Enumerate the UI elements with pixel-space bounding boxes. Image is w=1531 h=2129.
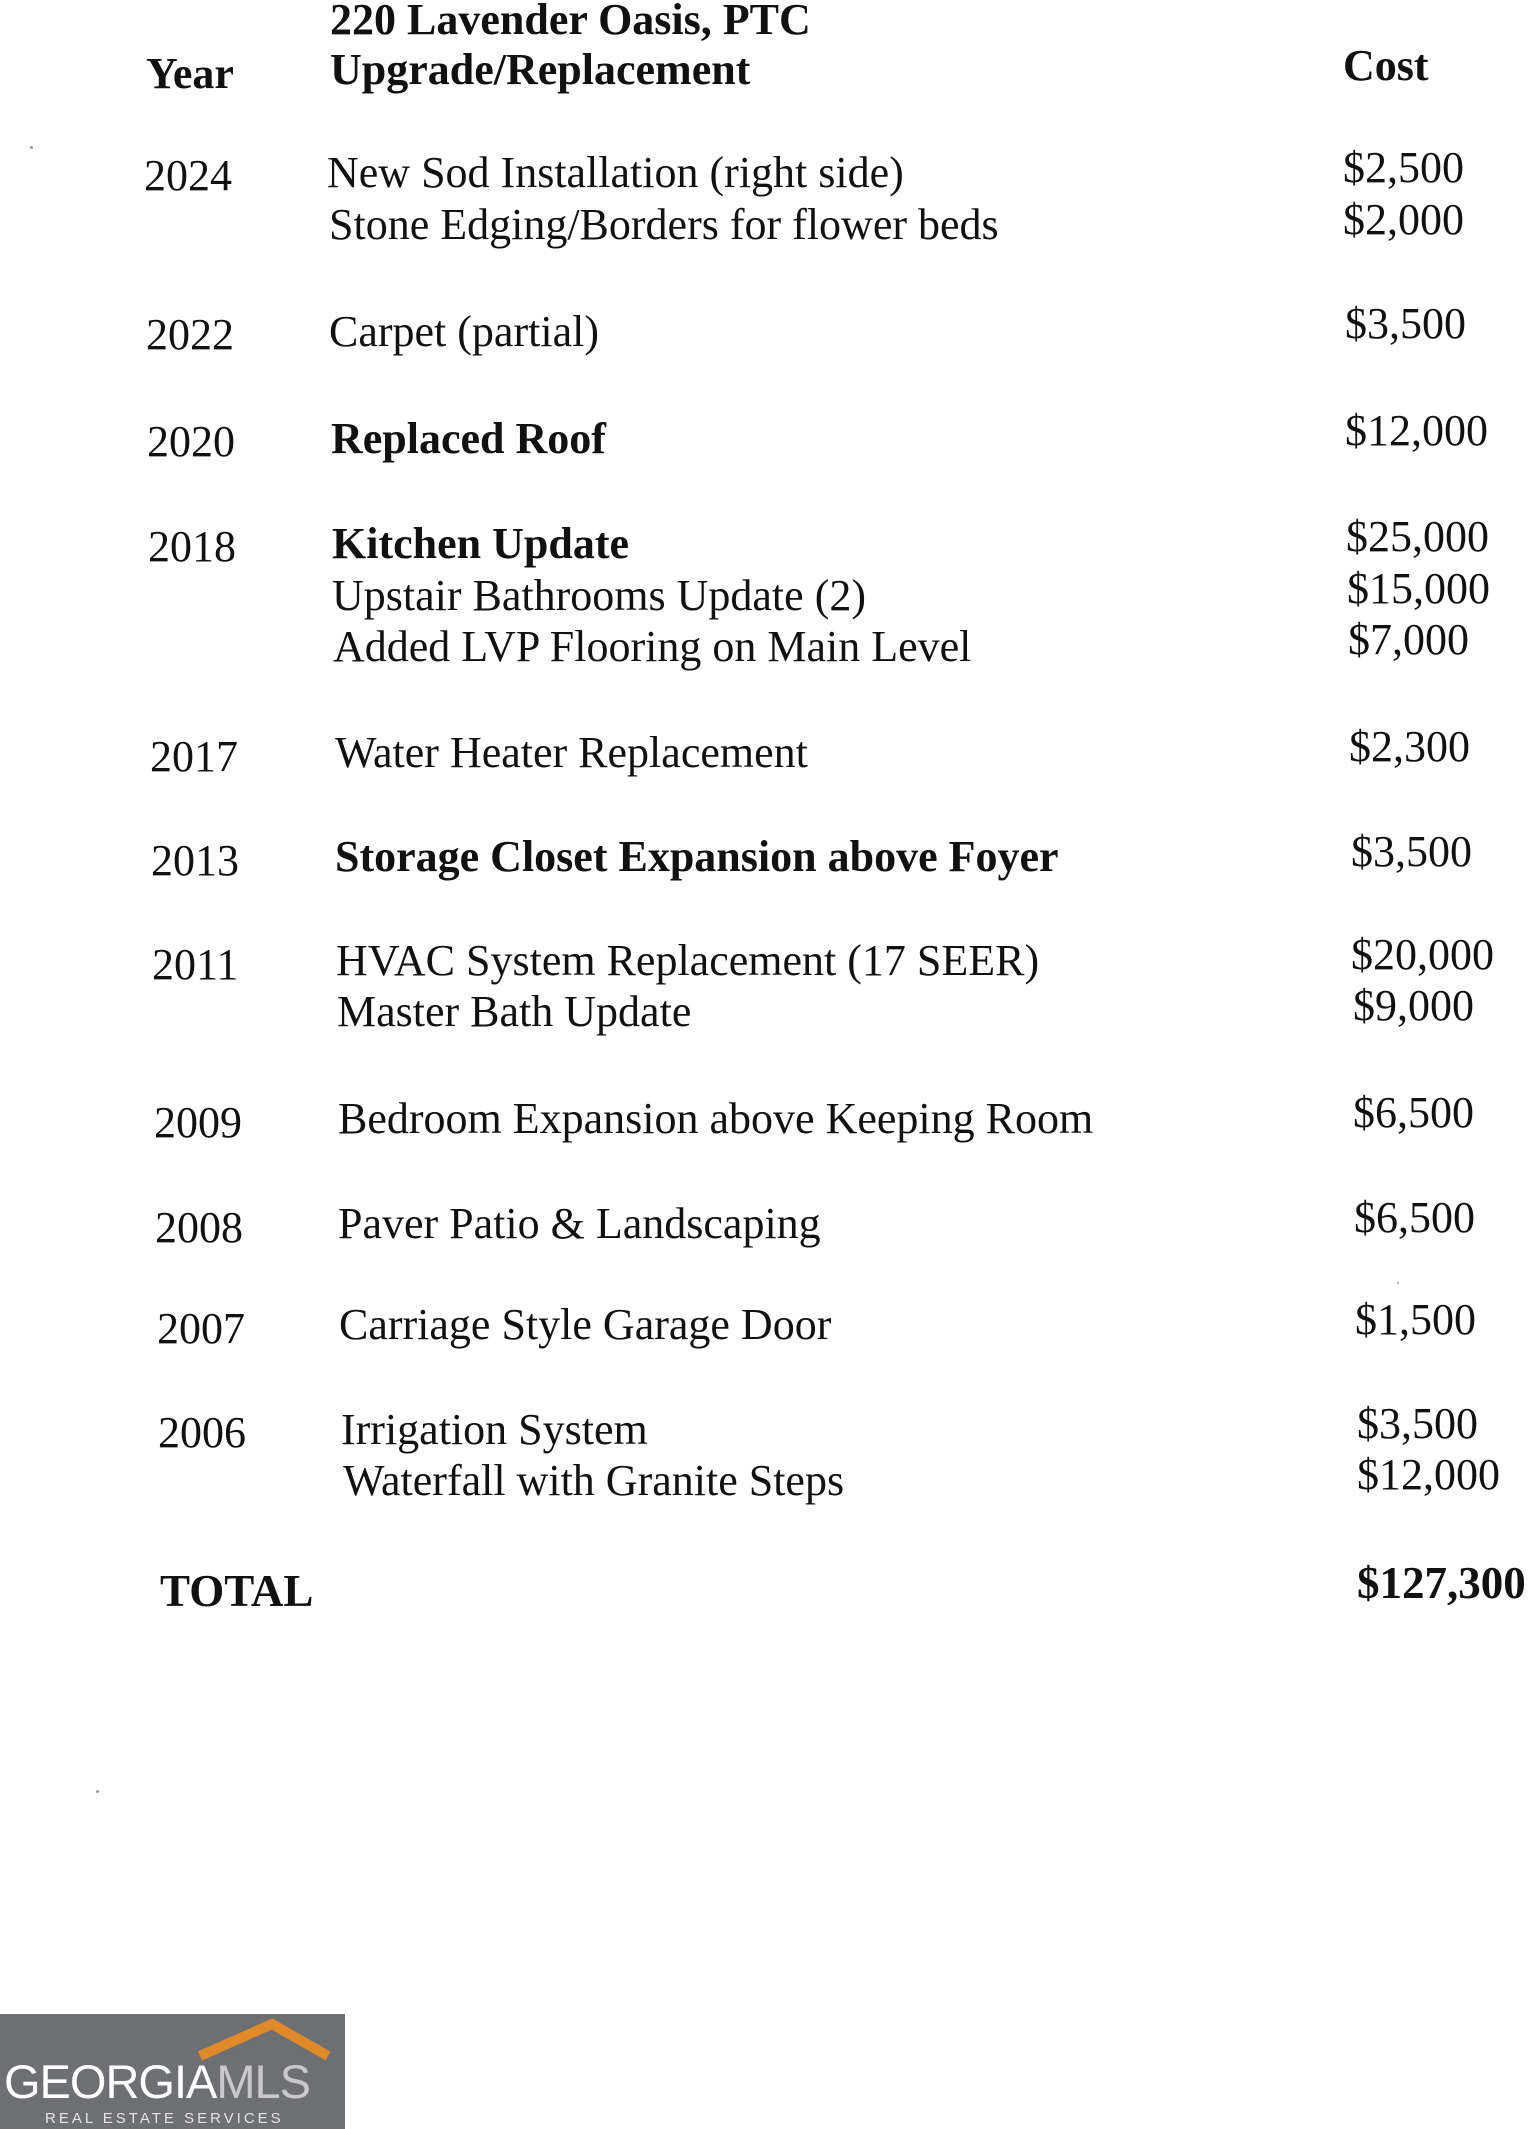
- entry-item: Stone Edging/Borders for flower beds: [329, 200, 999, 249]
- year-column-header: Year: [146, 49, 234, 98]
- georgia-mls-logo: [0, 2014, 345, 2129]
- entry-year: 2017: [150, 732, 238, 781]
- entry-cost: $6,500: [1354, 1193, 1475, 1242]
- property-address: 220 Lavender Oasis, PTC: [330, 0, 811, 44]
- entry-item: Added LVP Flooring on Main Level: [333, 622, 972, 671]
- entry-cost: $2,500: [1343, 143, 1464, 192]
- entry-cost: $1,500: [1355, 1295, 1476, 1344]
- entry-year: 2009: [154, 1098, 242, 1147]
- entry-item: Carriage Style Garage Door: [339, 1300, 832, 1349]
- entry-item: HVAC System Replacement (17 SEER): [336, 936, 1040, 985]
- entry-year: 2007: [157, 1304, 245, 1353]
- entry-cost: $3,500: [1357, 1399, 1478, 1448]
- entry-item: Irrigation System: [341, 1405, 648, 1454]
- entry-cost: $12,000: [1345, 406, 1488, 455]
- entry-item: Master Bath Update: [337, 987, 692, 1036]
- entry-cost: $12,000: [1357, 1450, 1500, 1499]
- logo-tagline: REAL ESTATE SERVICES: [45, 2110, 284, 2127]
- entry-year: 2024: [144, 151, 232, 200]
- entry-cost: $20,000: [1351, 930, 1494, 979]
- entry-item: Replaced Roof: [331, 414, 606, 463]
- entry-cost: $2,300: [1349, 722, 1470, 771]
- total-value: $127,300: [1357, 1558, 1526, 1608]
- entry-year: 2018: [148, 522, 236, 571]
- entry-item: New Sod Installation (right side): [327, 148, 904, 197]
- entry-item: Carpet (partial): [329, 307, 599, 356]
- entry-year: 2008: [155, 1203, 243, 1252]
- entry-cost: $25,000: [1346, 512, 1489, 561]
- logo-wordmark: GEORGIAMLS: [4, 2055, 311, 2108]
- entry-cost: $2,000: [1343, 195, 1464, 244]
- entry-cost: $3,500: [1345, 299, 1466, 348]
- cost-column-header: Cost: [1343, 41, 1429, 90]
- entry-year: 2013: [151, 836, 239, 885]
- entry-item: Storage Closet Expansion above Foyer: [335, 832, 1059, 881]
- entry-cost: $7,000: [1348, 615, 1469, 664]
- scan-speck: [96, 1790, 99, 1793]
- entry-cost: $3,500: [1351, 827, 1472, 876]
- entry-cost: $15,000: [1347, 564, 1490, 613]
- entry-year: 2011: [152, 940, 239, 989]
- total-label: TOTAL: [160, 1566, 314, 1616]
- entry-year: 2020: [147, 417, 235, 466]
- entry-item: Paver Patio & Landscaping: [338, 1199, 821, 1248]
- entry-cost: $6,500: [1353, 1088, 1474, 1137]
- upgrade-column-header: Upgrade/Replacement: [330, 45, 751, 94]
- entry-year: 2022: [146, 310, 234, 359]
- entry-item: Kitchen Update: [332, 519, 629, 568]
- entry-year: 2006: [158, 1408, 246, 1457]
- entry-item: Upstair Bathrooms Update (2): [332, 571, 866, 620]
- scan-speck: [30, 146, 33, 149]
- entry-item: Waterfall with Granite Steps: [343, 1456, 845, 1505]
- scan-speck: [1397, 1282, 1399, 1284]
- entry-item: Bedroom Expansion above Keeping Room: [338, 1094, 1094, 1143]
- entry-item: Water Heater Replacement: [335, 728, 808, 777]
- entry-cost: $9,000: [1353, 981, 1474, 1030]
